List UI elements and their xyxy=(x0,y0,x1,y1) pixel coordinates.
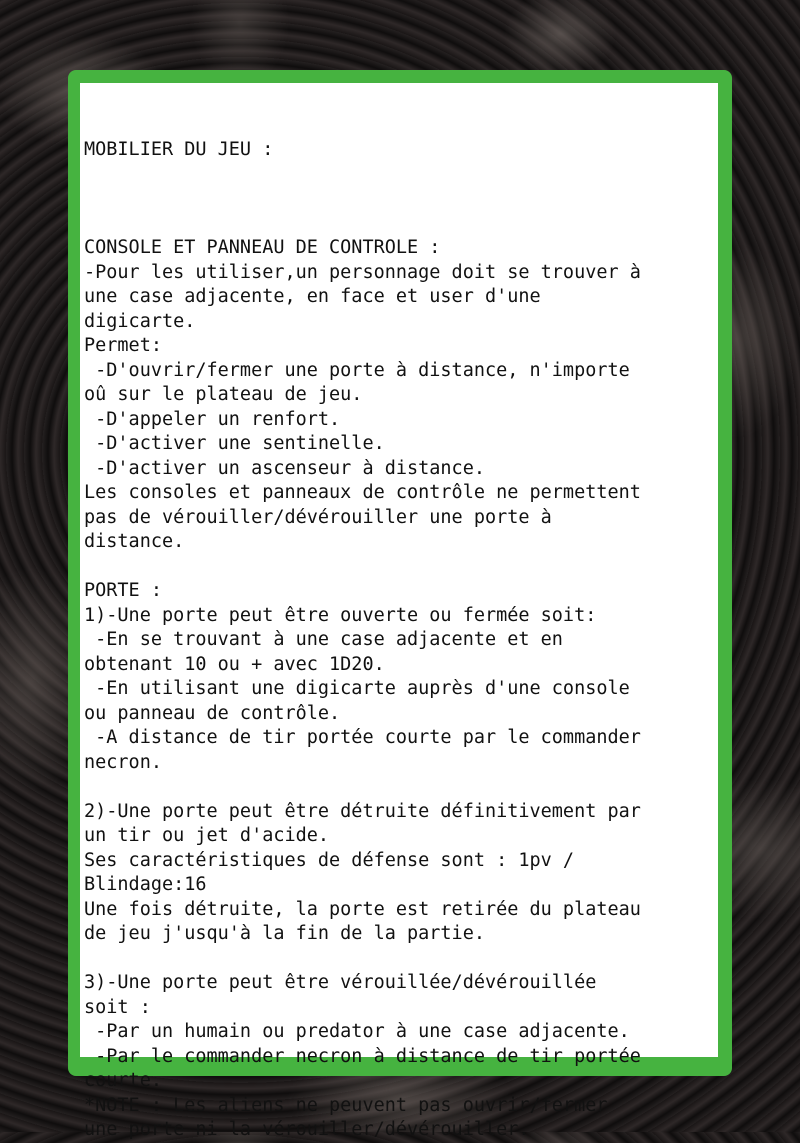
text-line: courte. xyxy=(84,1070,162,1091)
text-line: -D'appeler un renfort. xyxy=(84,408,341,430)
text-line: -En utilisant une digicarte auprès d'une console xyxy=(84,678,630,699)
text-line: Permet: xyxy=(84,335,162,356)
text-line: CONSOLE ET PANNEAU DE CONTROLE : xyxy=(84,237,441,258)
text-line: obtenant 10 ou + avec 1D20. xyxy=(84,653,385,675)
text-line xyxy=(84,775,641,800)
text-line: une porte ni la vérouiller/dévérouiller. xyxy=(84,1119,530,1140)
document-title: MOBILIER DU JEU : xyxy=(84,139,274,160)
text-line: -En se trouvant à une case adjacente et en xyxy=(84,629,563,650)
text-line: soit : xyxy=(84,996,151,1018)
text-line: digicarte. xyxy=(84,310,196,332)
text-line xyxy=(84,555,641,580)
document-body xyxy=(84,89,641,1143)
text-line: Une fois détruite, la porte est retirée du plateau xyxy=(84,898,641,920)
text-line: necron. xyxy=(84,751,162,773)
text-line: de jeu j'usqu'à la fin de la partie. xyxy=(84,923,485,944)
text-line: Les consoles et panneaux de contrôle ne permettent xyxy=(84,482,641,503)
text-line: Blindage:16 xyxy=(84,874,207,895)
text-line: PORTE : xyxy=(84,580,162,601)
text-line: -D'ouvrir/fermer une porte à distance, n'importe xyxy=(84,359,630,381)
text-line: 1)-Une porte peut être ouverte ou fermée soit: xyxy=(84,604,597,626)
text-line: 2)-Une porte peut être détruite définitivement par xyxy=(84,800,641,822)
text-line xyxy=(84,947,641,972)
text-panel xyxy=(80,83,718,1140)
text-line: -Par le commander necron à distance de tir portée xyxy=(84,1045,641,1067)
text-line: -A distance de tir portée courte par le commander xyxy=(84,727,641,748)
text-line: distance. xyxy=(84,531,185,552)
text-line: un tir ou jet d'acide. xyxy=(84,825,330,846)
text-line: une case adjacente, en face et user d'une xyxy=(84,286,541,307)
text-line xyxy=(84,212,641,237)
text-line: 3)-Une porte peut être vérouillée/dévérouillée xyxy=(84,972,597,993)
text-line: -Pour les utiliser,un personnage doit se trouver à xyxy=(84,261,641,283)
text-line: -Par un humain ou predator à une case adjacente. xyxy=(84,1021,630,1042)
text-line: ou panneau de contrôle. xyxy=(84,702,341,724)
text-line: oû sur le plateau de jeu. xyxy=(84,384,363,405)
text-line: pas de vérouiller/dévérouiller une porte à xyxy=(84,506,552,528)
text-line: Ses caractéristiques de défense sont : 1pv / xyxy=(84,849,575,871)
text-line: -D'activer un ascenseur à distance. xyxy=(84,457,485,479)
text-line: *NOTE : Les aliens ne peuvent pas ouvrir/fermer xyxy=(84,1094,608,1116)
text-line: -D'activer une sentinelle. xyxy=(84,433,385,454)
